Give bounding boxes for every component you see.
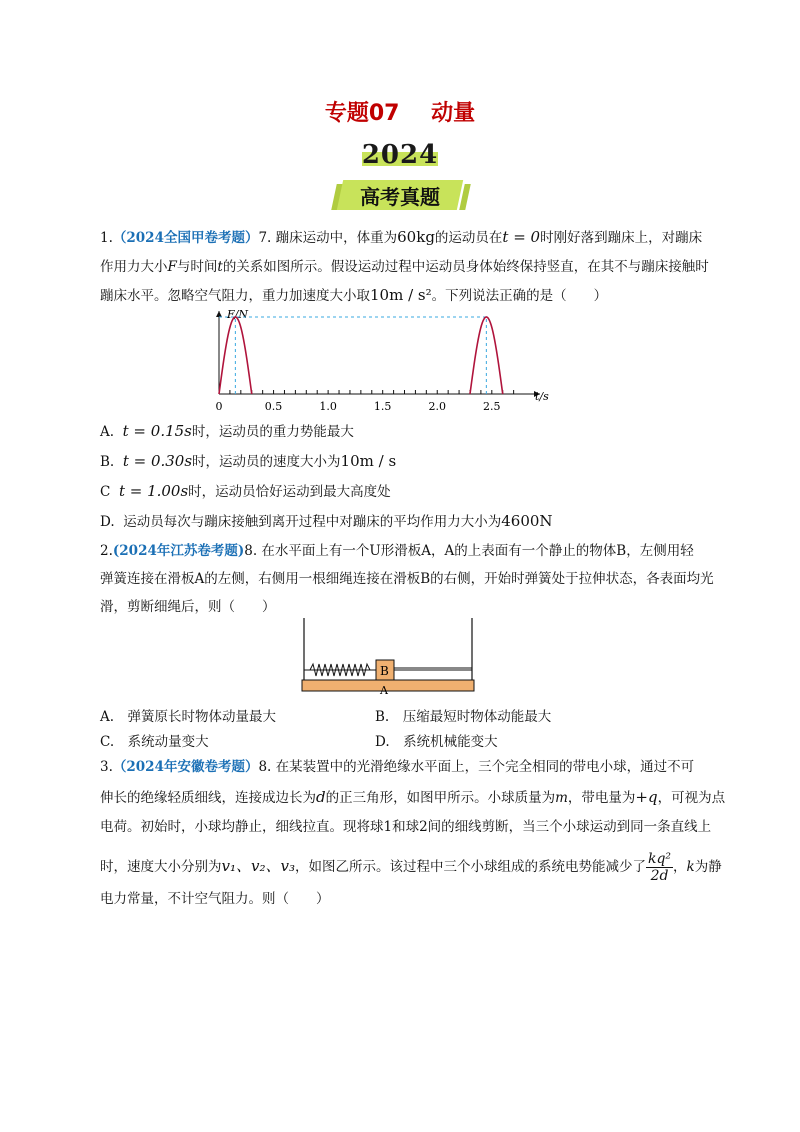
q1-option-d[interactable] [100,506,740,537]
q3-source: （2024年安徽卷考题） [112,759,259,775]
q3-charge: +q [635,788,658,806]
q2-slider-figure [298,618,478,694]
q3-line-5: 电力常量，不计空气阻力。则（ ） [100,891,330,907]
block-b-label: B [380,664,389,678]
q2-line-2: 弹簧连接在滑板A的左侧，右侧用一根细绳连接在滑板B的右侧，开始时弹簧处于拉伸状态，各表面均光 [100,571,714,587]
q3-symbol-k: k [686,859,695,875]
q2-text: 8. 在水平面上有一个U形滑板A，A的上表面有一个静止的物体B，左侧用轻 [244,543,694,559]
q1-mass: 60kg [397,228,435,246]
section-banner-text: 高考真题 [360,185,440,209]
q3-energy-fraction [646,851,673,884]
chart-y-label: F/N [227,308,248,321]
q1-text: 蹦床水平。忽略空气阻力，重力加速度大小取 [100,288,370,304]
year-label: 2024 [361,140,439,170]
q3-symbol-d: d [316,788,326,806]
q2-option-d[interactable]: D. 系统机械能变大 [375,734,498,750]
q2-line-3: 滑，剪断细绳后，则（ ） [100,599,276,615]
q3-symbol-m: m [555,790,568,806]
chart-tick-labels [216,400,501,413]
chart-tick-label: 1.5 [373,400,392,413]
q1-force-time-chart [205,305,565,415]
slider-a-base [302,680,474,691]
option-value: t = 1.00s [118,482,189,500]
q3-text: 时，速度大小分别为 [100,859,222,875]
option-label: D. [100,514,115,530]
q2-option-a[interactable]: A. 弹簧原长时物体动量最大 [100,709,277,725]
q1-symbol-f: F [167,259,177,275]
q3-text: ，可视为点 [657,790,726,806]
chart-guides [219,317,486,394]
q2-option-c[interactable]: C. 系统动量变大 [100,734,209,750]
chart-series [219,317,503,394]
option-label: B. [100,454,115,470]
option-value: t = 0.30s [122,452,193,470]
chart-tick-label: 1.0 [319,400,337,413]
q1-line-2 [100,252,750,282]
title-topic-number: 专题07 [324,101,400,126]
q3-text: 伸长的绝缘轻质细线，连接成边长为 [100,790,316,806]
option-force: 4600N [501,512,553,530]
option-value: t = 0.15s [122,422,192,440]
q3-line-3: 电荷。初始时，小球均静止，细线拉直。现将球1和球2间的细线剪断，当三个小球运动到同一条直线上 [100,819,712,835]
chart-x-label: t/s [535,390,549,403]
page-title [0,96,800,127]
q1-option-a[interactable] [100,416,740,447]
q1-text: 时刚好落到蹦床上，对蹦床 [540,230,703,246]
q2-line-1 [100,536,740,566]
q1-text: 。下列说法正确的是（ ） [431,288,608,304]
q3-text: 的正三角形，如图甲所示。小球质量为 [325,790,556,806]
chart-tick-label: 0 [215,400,223,413]
q1-symbol-t: t [217,259,223,275]
q1-time: t = 0 [502,228,541,246]
q3-number: 3. [100,759,113,775]
option-speed: 10m / s [340,452,397,470]
option-text: 时，运动员的速度大小为 [192,454,341,470]
q3-text: 8. 在某装置中的光滑绝缘水平面上，三个完全相同的带电小球，通过不可 [258,759,695,775]
q3-text: ，如图乙所示。该过程中三个小球组成的系统电势能减少了 [294,859,646,875]
q3-velocities: v₁、v₂、v₃ [221,857,295,875]
fraction-numerator: kq² [647,851,672,867]
q1-option-c[interactable] [100,476,740,507]
q1-line-1 [100,222,740,253]
q3-line-4 [100,848,750,885]
q3-text: ， [673,859,687,875]
option-label: A. [100,424,115,440]
q2-number: 2. [100,543,113,559]
option-text: 时，运动员恰好运动到最大高度处 [188,484,391,500]
q1-text: 作用力大小 [100,259,168,275]
q3-line-2 [100,782,750,813]
q1-option-b[interactable] [100,446,740,477]
chart-tick-label: 2.0 [428,400,446,413]
chart-tick-label: 0.5 [264,400,283,413]
q1-gravity: 10m / s² [370,286,432,304]
title-topic-name: 动量 [431,101,476,126]
q1-text: 的运动员在 [434,230,503,246]
slider-a-label: A [380,684,388,694]
q3-text: 为静 [694,859,722,875]
q2-option-b[interactable]: B. 压缩最短时物体动能最大 [375,709,552,725]
q2-source: (2024年江苏卷考题) [112,543,245,559]
q1-text: 的关系如图所示。假设运动过程中运动员身体始终保持竖直，在其不与蹦床接触时 [222,259,709,275]
q1-text: 7. 蹦床运动中，体重为 [258,230,398,246]
q1-source: （2024全国甲卷考题） [112,230,259,246]
q1-number: 1. [100,230,113,246]
option-text: 时，运动员的重力势能最大 [191,424,354,440]
q3-line-1 [100,752,740,782]
option-text: 运动员每次与蹦床接触到离开过程中对蹦床的平均作用力大小为 [123,514,502,530]
option-label: C [100,484,111,500]
chart-tick-label: 2.5 [483,400,501,413]
q3-text: ，带电量为 [567,790,636,806]
q1-text: 与时间 [176,259,218,275]
fraction-denominator: 2d [650,868,669,884]
